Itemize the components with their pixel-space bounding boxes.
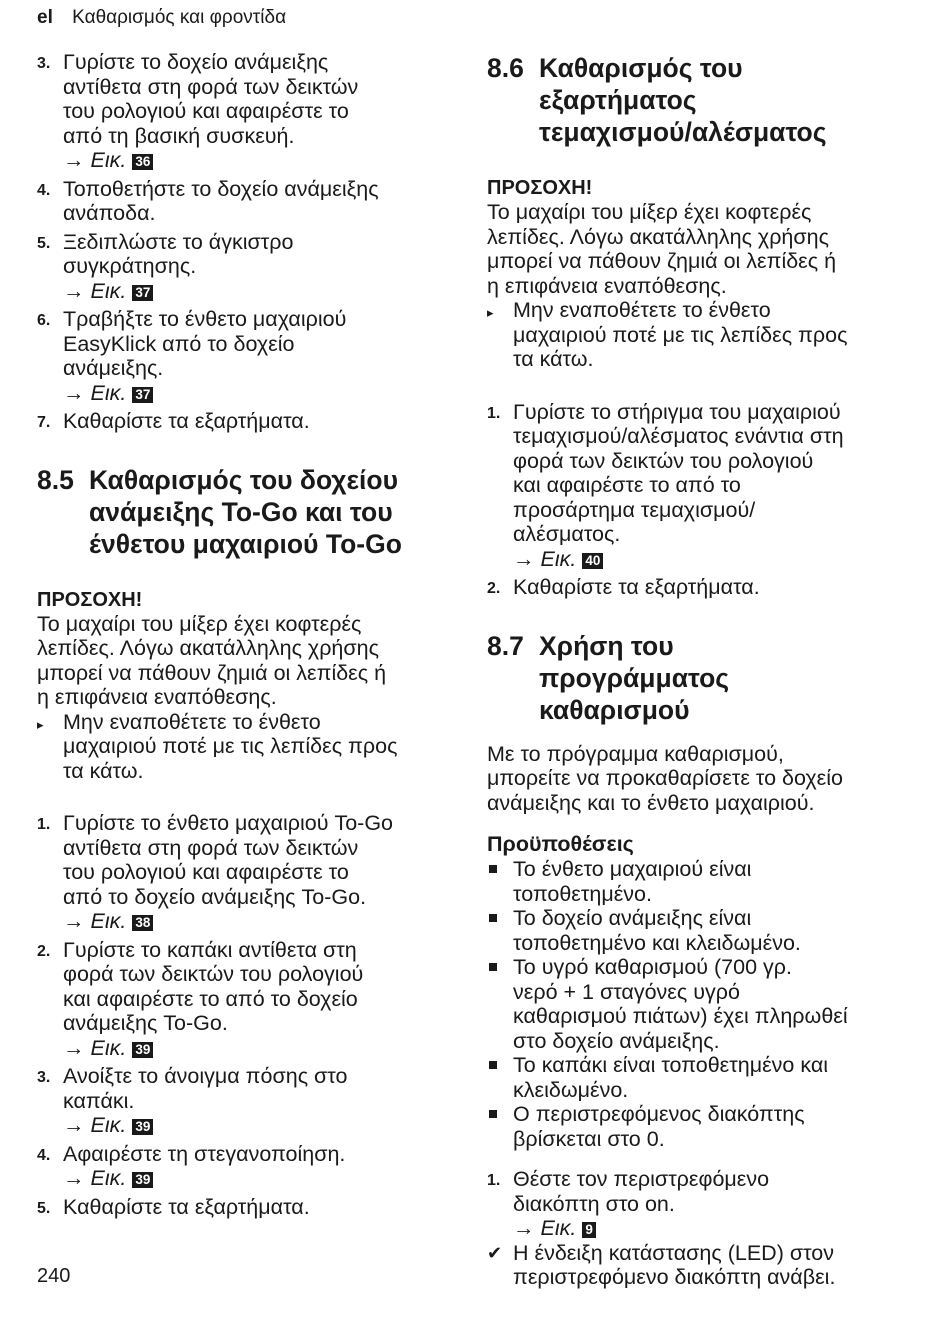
step-line: Τραβήξτε το ένθετο μαχαιριού xyxy=(63,307,347,331)
step-item xyxy=(37,1064,457,1138)
prerequisite-text xyxy=(513,955,848,1053)
figure-number: 39 xyxy=(132,1172,153,1188)
prerequisite-line: στο δοχείο ανάμειξης. xyxy=(513,1028,720,1053)
result-text xyxy=(513,1241,835,1290)
step-number: 7. xyxy=(37,414,51,431)
step-line: φορά των δεικτών του ρολογιού xyxy=(513,448,814,473)
prerequisite-text xyxy=(513,906,801,955)
step-line: Τοποθετήστε το δοχείο ανάμειξης xyxy=(63,176,379,201)
step-line: αντίθετα στη φορά των δεικτών xyxy=(63,74,359,99)
step-line xyxy=(513,1192,907,1217)
prerequisite-text xyxy=(513,1102,805,1151)
bullet-line: μαχαιριού ποτέ με τις λεπίδες προς xyxy=(63,734,398,758)
arrow-icon: → xyxy=(513,546,535,571)
step-number: 2. xyxy=(37,942,51,960)
figure-reference xyxy=(513,547,907,572)
section-title xyxy=(539,52,827,148)
section-heading xyxy=(37,464,457,560)
chapter-title: Καθαρισμός και φροντίδα xyxy=(72,7,287,28)
switch-position-value: on xyxy=(644,1191,669,1216)
step-text xyxy=(63,177,457,226)
step-number: 5. xyxy=(37,234,51,252)
warning-line: μπορεί να πάθουν ζημιά οι λεπίδες ή xyxy=(37,660,387,685)
heading-line: τεμαχισμού/αλέσματος xyxy=(539,117,827,147)
heading-line: Καθαρισμός του δοχείου xyxy=(89,464,399,495)
prerequisite-line: τοποθετημένο και κλειδωμένο. xyxy=(513,930,801,955)
step-text xyxy=(513,1167,907,1241)
square-bullet-icon xyxy=(487,1053,513,1102)
step-item xyxy=(37,1142,457,1191)
step-item xyxy=(487,575,907,602)
heading-line: ένθετου μαχαιριού To-Go xyxy=(89,528,402,559)
step-line: τεμαχισμού/αλέσματος ενάντια στη xyxy=(513,424,844,448)
prerequisite-line: Ο περιστρεφόμενος διακόπτης xyxy=(513,1102,805,1126)
figure-number: 39 xyxy=(132,1119,153,1135)
step-line: αντίθετα στη φορά των δεικτών xyxy=(63,835,359,860)
intro-text xyxy=(487,742,907,816)
section-heading xyxy=(487,630,907,726)
arrow-icon: → xyxy=(63,1166,85,1190)
step-number: 6. xyxy=(37,312,51,329)
arrow-icon: → xyxy=(63,148,85,172)
result-item xyxy=(487,1241,907,1290)
step-text xyxy=(63,307,457,405)
figure-label: Εικ. xyxy=(90,148,127,172)
figure-label: Εικ. xyxy=(90,909,127,933)
warning-bullet xyxy=(487,298,907,372)
prerequisite-item xyxy=(487,1053,907,1102)
step-item xyxy=(37,811,457,934)
prerequisite-line: Το καπάκι είναι τοποθετημένο και xyxy=(513,1053,829,1077)
step-line: Αφαιρέστε τη στεγανοποίηση. xyxy=(63,1141,346,1166)
warning-title: ΠΡΟΣΟΧΗ! xyxy=(37,588,143,611)
figure-label: Εικ. xyxy=(90,1113,127,1137)
step-item xyxy=(37,409,457,436)
figure-reference xyxy=(63,1036,457,1061)
result-line: Η ένδειξη κατάστασης (LED) στον xyxy=(513,1240,834,1265)
prerequisite-text xyxy=(513,1053,828,1102)
bullet-line: Μην εναποθέτετε το ένθετο xyxy=(63,709,321,734)
warning-line: Το μαχαίρι του μίξερ έχει κοφτερές xyxy=(37,611,362,636)
heading-line: Καθαρισμός του xyxy=(539,53,743,83)
step-number: 2. xyxy=(487,580,501,597)
arrow-icon: → xyxy=(63,1035,85,1060)
language-code: el xyxy=(37,7,53,28)
step-item xyxy=(37,177,457,226)
step-line: Γυρίστε το ένθετο μαχαιριού To-Go xyxy=(63,811,394,835)
section-number: 8.7 xyxy=(487,630,524,661)
step-text xyxy=(513,400,907,572)
section-number: 8.6 xyxy=(487,53,524,83)
spacer xyxy=(487,1151,907,1167)
step-item xyxy=(37,230,457,304)
spacer xyxy=(487,602,907,630)
figure-number: 40 xyxy=(582,553,603,569)
warning-line: η επιφάνεια εναπόθεσης. xyxy=(487,273,727,298)
step-line: Γυρίστε το καπάκι αντίθετα στη xyxy=(63,937,357,962)
figure-label: Εικ. xyxy=(90,1166,127,1190)
square-bullet-icon xyxy=(487,955,513,1053)
text-fragment: . xyxy=(658,1126,665,1151)
spacer xyxy=(487,815,907,831)
step-line: από τη βασική συσκευή. xyxy=(63,123,295,148)
step-line: Ανοίξτε το άνοιγμα πόσης στο xyxy=(63,1064,348,1088)
spacer xyxy=(37,783,457,811)
figure-reference xyxy=(63,1113,457,1138)
warning-text xyxy=(487,200,907,298)
step-text xyxy=(63,938,457,1061)
prerequisite-text xyxy=(513,857,751,906)
arrow-icon: → xyxy=(63,278,85,303)
step-number: 3. xyxy=(37,1069,51,1086)
step-item xyxy=(37,1195,457,1222)
warning-title: ΠΡΟΣΟΧΗ! xyxy=(487,177,593,199)
figure-label: Εικ. xyxy=(540,546,577,571)
figure-reference xyxy=(63,1166,457,1191)
step-text xyxy=(63,409,457,436)
step-line: EasyKlick από το δοχείο xyxy=(63,331,295,356)
section-title xyxy=(539,630,729,726)
section-title xyxy=(89,464,402,560)
step-number: 4. xyxy=(37,1146,51,1164)
square-bullet-icon xyxy=(487,1102,513,1151)
bullet-text xyxy=(513,298,847,372)
intro-line: μπορείτε να προκαθαρίσετε το δοχείο xyxy=(487,766,843,790)
step-line: και αφαιρέστε το από το xyxy=(513,473,741,497)
bullet-line: τα κάτω. xyxy=(513,347,594,371)
spacer xyxy=(487,148,907,176)
step-number: 1. xyxy=(487,1172,501,1189)
step-text xyxy=(63,230,457,304)
step-number: 1. xyxy=(487,404,501,422)
step-item xyxy=(37,938,457,1061)
step-text xyxy=(63,1195,457,1222)
heading-line: ανάμειξης To-Go και του xyxy=(89,496,393,527)
bullet-marker-icon: ▸ xyxy=(37,716,44,732)
step-line: ανάποδα. xyxy=(63,201,156,225)
step-number: 1. xyxy=(37,816,51,833)
figure-label: Εικ. xyxy=(90,278,127,303)
step-line: του ρολογιού και αφαιρέστε το xyxy=(63,99,349,123)
spacer xyxy=(37,560,457,588)
check-icon: ✔ xyxy=(487,1242,503,1263)
step-line: από το δοχείο ανάμειξης To-Go. xyxy=(63,884,367,909)
prerequisite-item xyxy=(487,906,907,955)
step-number: 3. xyxy=(37,55,51,72)
figure-reference xyxy=(513,1216,907,1241)
prerequisite-item xyxy=(487,955,907,1053)
square-bullet-icon xyxy=(487,906,513,955)
step-line: Γυρίστε το δοχείο ανάμειξης xyxy=(63,50,329,74)
warning-line: μπορεί να πάθουν ζημιά οι λεπίδες ή xyxy=(487,249,837,273)
prerequisite-line: κλειδωμένο. xyxy=(513,1077,629,1102)
figure-reference xyxy=(63,279,457,304)
step-item xyxy=(37,307,457,405)
prerequisite-line xyxy=(513,1127,805,1152)
figure-reference xyxy=(63,381,457,406)
step-line: προσάρτημα τεμαχισμού/ xyxy=(513,497,756,522)
prerequisites-title: Προϋποθέσεις xyxy=(487,832,634,856)
right-column xyxy=(487,52,907,1290)
spacer xyxy=(37,436,457,464)
step-number: 5. xyxy=(37,1199,51,1217)
spacer xyxy=(487,726,907,742)
warning-line: λεπίδες. Λόγω ακατάλληλης χρήσης xyxy=(487,224,829,249)
result-line: περιστρεφόμενο διακόπτη ανάβει. xyxy=(513,1265,836,1289)
spacer xyxy=(487,372,907,400)
step-line: Γυρίστε το στήριγμα του μαχαιριού xyxy=(513,399,841,424)
warning-bullet xyxy=(37,710,457,784)
step-text xyxy=(63,1142,457,1191)
step-text xyxy=(63,1064,457,1138)
heading-line: προγράμματος xyxy=(539,662,730,693)
running-header xyxy=(37,7,286,29)
figure-reference xyxy=(63,148,457,173)
switch-position-value: 0 xyxy=(646,1126,659,1151)
heading-line: καθαρισμού xyxy=(539,694,690,725)
step-line: φορά των δεικτών του ρολογιού xyxy=(63,962,364,986)
arrow-icon: → xyxy=(63,380,85,405)
warning-text xyxy=(37,612,457,710)
figure-reference xyxy=(63,909,457,934)
step-line: Καθαρίστε τα εξαρτήματα. xyxy=(513,575,760,599)
section-heading xyxy=(487,52,907,148)
step-line: αλέσματος. xyxy=(513,522,621,546)
text-fragment: διακόπτη στο xyxy=(513,1191,645,1216)
prerequisite-line: Το δοχείο ανάμειξης είναι xyxy=(513,906,752,930)
bullet-text xyxy=(63,710,397,784)
figure-number: 9 xyxy=(582,1222,596,1238)
step-item xyxy=(487,400,907,572)
arrow-icon: → xyxy=(63,909,85,933)
arrow-icon: → xyxy=(63,1113,85,1137)
intro-line: ανάμειξης και το ένθετο μαχαιριού. xyxy=(487,790,815,815)
figure-label: Εικ. xyxy=(90,380,127,405)
figure-number: 39 xyxy=(132,1042,153,1058)
square-bullet-icon xyxy=(487,857,513,906)
warning-line: Το μαχαίρι του μίξερ έχει κοφτερές xyxy=(487,200,812,224)
figure-number: 36 xyxy=(132,154,153,170)
step-line: και αφαιρέστε το από το δοχείο xyxy=(63,986,358,1011)
step-line: ανάμειξης. xyxy=(63,356,164,380)
warning-line: λεπίδες. Λόγω ακατάλληλης χρήσης xyxy=(37,636,379,660)
text-fragment: βρίσκεται στο xyxy=(513,1126,647,1151)
prerequisite-item xyxy=(487,857,907,906)
prerequisite-line: Το ένθετο μαχαιριού είναι xyxy=(513,857,752,881)
step-item xyxy=(37,50,457,173)
text-fragment: . xyxy=(668,1191,675,1216)
heading-line: Χρήση του xyxy=(539,630,674,661)
step-line: συγκράτησης. xyxy=(63,254,197,278)
prerequisite-line: Το υγρό καθαρισμού (700 γρ. xyxy=(513,955,792,979)
heading-line: εξαρτήματος xyxy=(539,85,697,115)
step-line: Θέστε τον περιστρεφόμενο xyxy=(513,1167,770,1191)
step-line: Ξεδιπλώστε το άγκιστρο xyxy=(63,229,294,254)
page-number: 240 xyxy=(37,1265,71,1287)
figure-label: Εικ. xyxy=(540,1216,577,1240)
prerequisite-line: τοποθετημένο. xyxy=(513,881,652,906)
step-line: Καθαρίστε τα εξαρτήματα. xyxy=(63,1194,310,1219)
bullet-line: Μην εναποθέτετε το ένθετο xyxy=(513,298,771,322)
step-item xyxy=(487,1167,907,1241)
step-number: 4. xyxy=(37,181,51,199)
figure-number: 38 xyxy=(132,915,153,931)
bullet-line: μαχαιριού ποτέ με τις λεπίδες προς xyxy=(513,322,848,347)
step-text xyxy=(63,50,457,173)
intro-line: Με το πρόγραμμα καθαρισμού, xyxy=(487,741,784,766)
step-line: Καθαρίστε τα εξαρτήματα. xyxy=(63,409,310,433)
bullet-line: τα κάτω. xyxy=(63,758,144,783)
figure-number: 37 xyxy=(132,387,153,403)
arrow-icon: → xyxy=(513,1216,535,1240)
prerequisite-line: νερό + 1 σταγόνες υγρό xyxy=(513,979,740,1004)
warning-line: η επιφάνεια εναπόθεσης. xyxy=(37,685,277,709)
step-text xyxy=(63,811,457,934)
step-line: ανάμειξης To-Go. xyxy=(63,1011,228,1035)
prerequisite-line: καθαρισμού πιάτων) έχει πληρωθεί xyxy=(513,1004,848,1028)
section-number: 8.5 xyxy=(37,464,74,495)
step-line: του ρολογιού και αφαιρέστε το xyxy=(63,860,349,884)
step-line: καπάκι. xyxy=(63,1088,135,1113)
prerequisite-item xyxy=(487,1102,907,1151)
figure-label: Εικ. xyxy=(90,1035,127,1060)
left-column xyxy=(37,50,457,1221)
step-text xyxy=(513,575,907,602)
figure-number: 37 xyxy=(132,285,153,301)
bullet-marker-icon: ▸ xyxy=(487,305,494,320)
